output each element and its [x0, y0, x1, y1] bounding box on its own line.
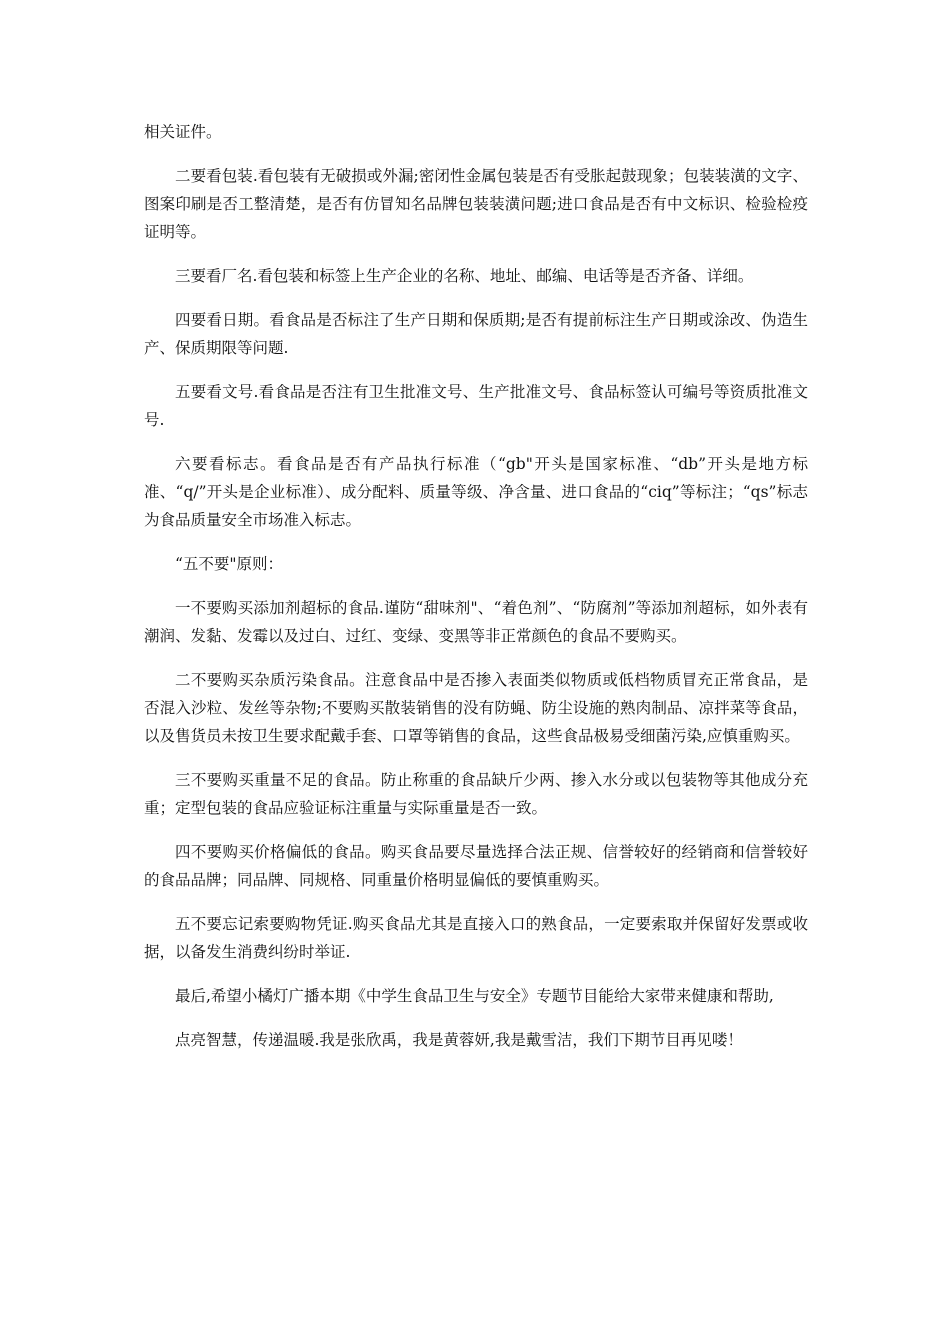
- paragraph-dont-contaminated: 二不要购买杂质污染食品。注意食品中是否掺入表面类似物质或低档物质冒充正常食品，是否混入沙粒、发丝等杂物;不要购买散装销售的没有防蝇、防尘设施的熟肉制品、凉拌菜等食品，以及售货员未按卫生要求配戴手套、口罩等销售的食品，这些食品极易受细菌污染,应慎重购买。: [144, 671, 808, 745]
- paragraph-check-packaging: 二要看包装.看包装有无破损或外漏;密闭性金属包装是否有受胀起鼓现象；包装装潢的文字、图案印刷是否工整清楚，是否有仿冒知名品牌包装装潢问题;进口食品是否有中文标识、检验检疫证明等。: [144, 167, 808, 241]
- paragraph-check-marks: 六要看标志。看食品是否有产品执行标准（“gb"开头是国家标准、“db”开头是地方标准、“q/”开头是企业标准）、成分配料、质量等级、净含量、进口食品的“ciq”等标注；“qs”标志为食品质量安全市场准入标志。: [144, 455, 808, 529]
- paragraph-check-date: 四要看日期。看食品是否标注了生产日期和保质期;是否有提前标注生产日期或涂改、伪造生产、保质期限等问题.: [144, 311, 808, 357]
- paragraph-dont-additives: 一不要购买添加剂超标的食品.谨防“甜味剂"、“着色剂”、“防腐剂”等添加剂超标，如外表有潮润、发黏、发霉以及过白、过红、变绿、变黑等非正常颜色的食品不要购买。: [144, 599, 808, 645]
- paragraph-check-approval-number: 五要看文号.看食品是否注有卫生批准文号、生产批准文号、食品标签认可编号等资质批准文号.: [144, 383, 808, 429]
- paragraph-signoff: 点亮智慧，传递温暖.我是张欣禹，我是黄蓉妍,我是戴雪洁，我们下期节目再见喽！: [175, 1031, 743, 1049]
- paragraph-dont-forget-receipt: 五不要忘记索要购物凭证.购买食品尤其是直接入口的熟食品，一定要索取并保留好发票或收据，以备发生消费纠纷时举证.: [144, 915, 808, 961]
- paragraph-dont-low-price: 四不要购买价格偏低的食品。购买食品要尽量选择合法正规、信誉较好的经销商和信誉较好的食品品牌；同品牌、同规格、同重量价格明显偏低的要慎重购买。: [144, 843, 808, 889]
- paragraph-closing: 最后,希望小橘灯广播本期《中学生食品卫生与安全》专题节目能给大家带来健康和帮助,: [175, 987, 774, 1005]
- paragraph-continuation: 相关证件。: [144, 123, 222, 141]
- document-page: [144, 118, 808, 1070]
- paragraph-check-manufacturer: 三要看厂名.看包装和标签上生产企业的名称、地址、邮编、电话等是否齐备、详细。: [175, 267, 754, 285]
- paragraph-dont-underweight: 三不要购买重量不足的食品。防止称重的食品缺斤少两、掺入水分或以包装物等其他成分充重；定型包装的食品应验证标注重量与实际重量是否一致。: [144, 771, 808, 817]
- paragraph-five-donts-heading: “五不要"原则：: [175, 555, 284, 573]
